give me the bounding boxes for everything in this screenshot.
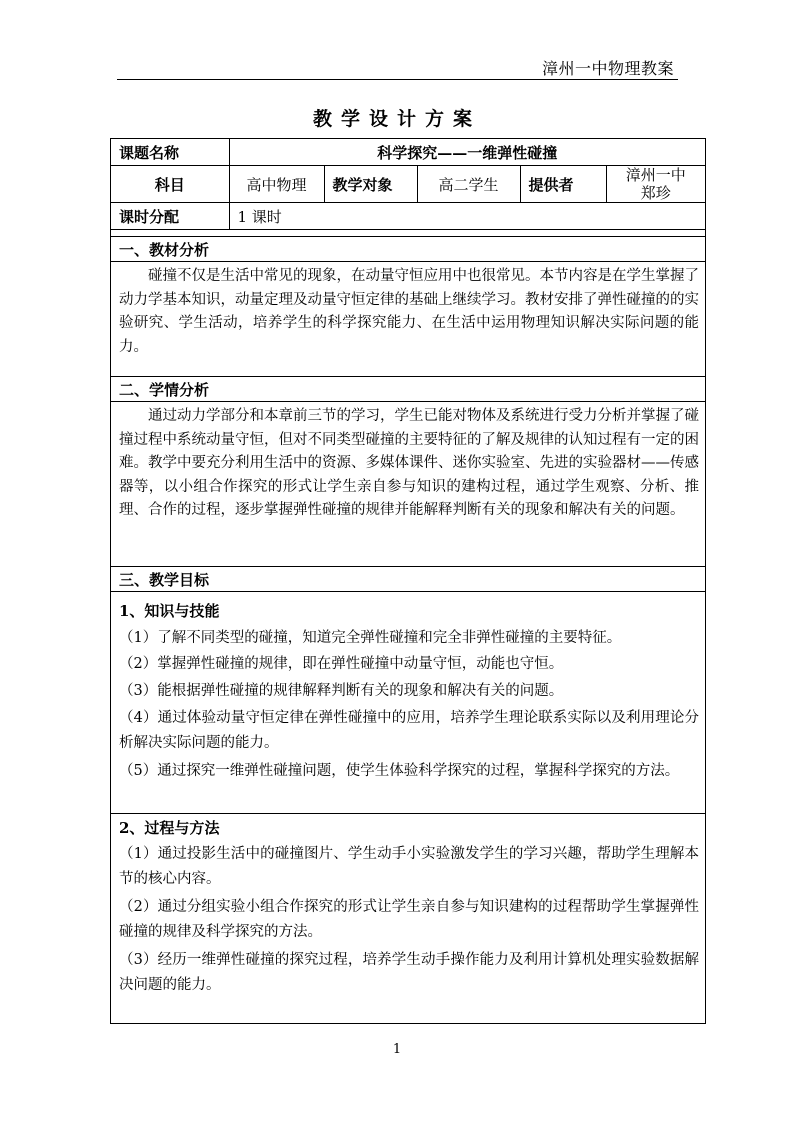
section-textbook-analysis-title: 一、教材分析 [111, 236, 705, 262]
document-title: 教学设计方案 [312, 108, 481, 130]
process-methods-title: 2、过程与方法 [119, 819, 220, 837]
process-item-2: （2）通过分组实验小组合作探究的形式让学生亲自参与知识建构的过程帮助学生掌握弹性碰撞的规律及科学探究的方法。 [119, 899, 699, 940]
subject-label: 科目 [111, 166, 229, 203]
header-school-name: 漳州一中物理教案 [541, 59, 674, 78]
audience-value: 高二学生 [417, 166, 520, 203]
lesson-plan-table [110, 138, 706, 1024]
section-textbook-analysis-text: 碰撞不仅是生活中常见的现象，在动量守恒应用中也很常见。本节内容是在学生掌握了动力学基本知识，动量定理及动量守恒定律的基础上继续学习。教材安排了弹性碰撞的的实验研究、学生活动，培养学生的科学探究能力、在生活中运用物理知识解决实际问题的能力。 [119, 268, 699, 355]
topic-label: 课题名称 [111, 139, 229, 166]
audience-label: 教学对象 [324, 166, 417, 203]
knowledge-item-5: （5）通过探究一维弹性碰撞问题，使学生体验科学探究的过程，掌握科学探究的方法。 [119, 763, 680, 779]
section-student-analysis-title: 二、学情分析 [111, 376, 705, 402]
provider-school: 漳州一中 [625, 166, 686, 184]
knowledge-item-3: （3）能根据弹性碰撞的规律解释判断有关的现象和解决有关的问题。 [119, 683, 564, 699]
section-student-analysis-text: 通过动力学部分和本章前三节的学习，学生已能对物体及系统进行受力分析并掌握了碰撞过程中系统动量守恒，但对不同类型碰撞的主要特征的了解及规律的认知过程有一定的困难。教学中要充分利用生活中的资源、多媒体课件、迷你实验室、先进的实验器材——传感器等，以小组合作探究的形式让学生亲自参与知识的建构过程，通过学生观察、分析、推理、合作的过程，逐步掌握弹性碰撞的规律并能解释判断有关的现象和解决有关的问题。 [119, 408, 699, 518]
provider-name: 郑珍 [640, 184, 671, 202]
knowledge-item-4: （4）通过体验动量守恒定律在弹性碰撞中的应用，培养学生理论联系实际以及利用理论分析解决实际问题的能力。 [119, 710, 699, 751]
header-rule [117, 79, 678, 80]
provider-label: 提供者 [520, 166, 606, 203]
process-item-3: （3）经历一维弹性碰撞的探究过程，培养学生动手操作能力及利用计算机处理实验数据解决问题的能力。 [119, 952, 699, 993]
subject-value: 高中物理 [229, 166, 324, 203]
section-objectives-title: 三、教学目标 [111, 566, 705, 592]
info-table [111, 139, 705, 230]
topic-value: 科学探究——一维弹性碰撞 [229, 139, 705, 166]
objectives-divider [111, 813, 705, 814]
hours-label: 课时分配 [111, 203, 229, 230]
knowledge-item-2: （2）掌握弹性碰撞的规律，即在弹性碰撞中动量守恒，动能也守恒。 [119, 656, 564, 672]
provider-value [606, 166, 705, 203]
knowledge-item-1: （1）了解不同类型的碰撞，知道完全弹性碰撞和完全非弹性碰撞的主要特征。 [119, 630, 622, 646]
process-item-1: （1）通过投影生活中的碰撞图片、学生动手小实验激发学生的学习兴趣，帮助学生理解本节的核心内容。 [119, 846, 699, 887]
page-number: 1 [392, 1042, 402, 1057]
hours-value: 1 课时 [229, 203, 705, 230]
knowledge-skills-title: 1、知识与技能 [119, 602, 220, 620]
